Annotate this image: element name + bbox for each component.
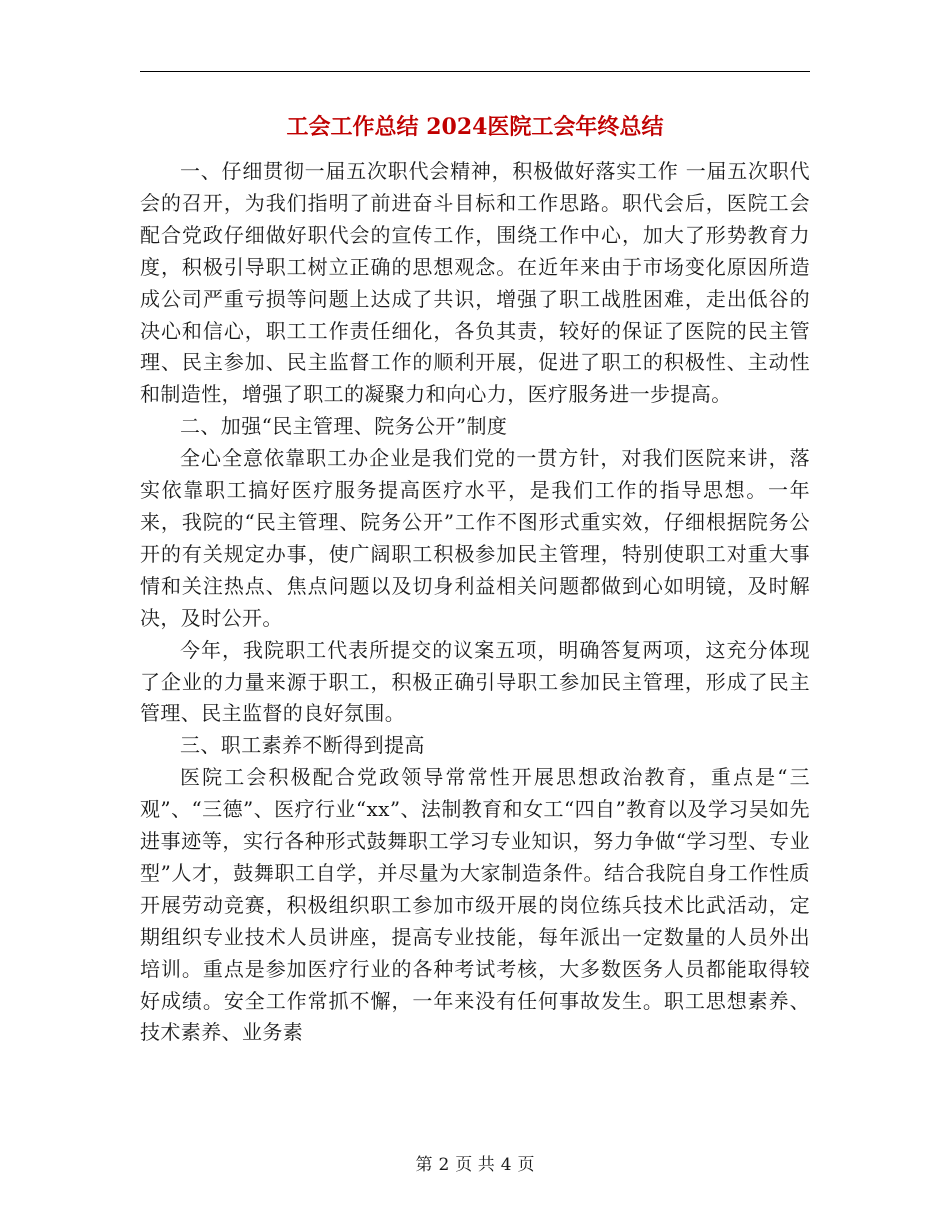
paragraph-1: 一、仔细贯彻一届五次职代会精神，积极做好落实工作 一届五次职代会的召开，为我们指明了前进奋斗目标和工作思路。职代会后，医院工会配合党政仔细做好职代会的宣传工作，围绕工作中心，加大了形势教育力度，积极引导职工树立正确的思想观念。在近年来由于市场变化原因所造成公司严重亏损等问题上达成了共识，增强了职工战胜困难，走出低谷的决心和信心，职工工作责任细化，各负其责，较好的保证了医院的民主管理、民主参加、民主监督工作的顺利开展，促进了职工的积极性、主动性和制造性，增强了职工的凝聚力和向心力，医疗服务进一步提高。 [140, 159, 810, 407]
section-heading-2: 二、加强“民主管理、院务公开”制度 [180, 414, 508, 439]
page-footer [0, 1152, 950, 1178]
section-heading-3: 三、职工素养不断得到提高 [180, 733, 425, 758]
footer-middle: 页 共 [455, 1155, 495, 1175]
page-title: 工会工作总结 2024医院工会年终总结 [286, 114, 664, 140]
footer-total-pages: 4 [500, 1155, 512, 1175]
paragraph-3: 今年，我院职工代表所提交的议案五项，明确答复两项，这充分体现了企业的力量来源于职工，积极正确引导职工参加民主管理，形成了民主管理、民主监督的良好氛围。 [140, 637, 810, 726]
header-rule [140, 71, 810, 72]
paragraph-4: 医院工会积极配合党政领导常常性开展思想政治教育，重点是“三观”、“三德”、医疗行业“xx”、法制教育和女工“四自”教育以及学习吴如先进事迹等，实行各种形式鼓舞职工学习专业知识，努力争做“学习型、专业型”人才，鼓舞职工自学，并尽量为大家制造条件。结合我院自身工作性质开展劳动竞赛，积极组织职工参加市级开展的岗位练兵技术比武活动，定期组织专业技术人员讲座，提高专业技能，每年派出一定数量的人员外出培训。重点是参加医疗行业的各种考试考核，大多数医务人员都能取得较好成绩。安全工作常抓不懈，一年来没有任何事故发生。职工思想素养、技术素养、业务素 [140, 765, 810, 1045]
footer-suffix: 页 [517, 1155, 535, 1175]
paragraph-2: 全心全意依靠职工办企业是我们党的一贯方针，对我们医院来讲，落实依靠职工搞好医疗服务提高医疗水平，是我们工作的指导思想。一年来，我院的“民主管理、院务公开”工作不图形式重实效，仔细根据院务公开的有关规定办事，使广阔职工积极参加民主管理，特别使职工对重大事情和关注热点、焦点问题以及切身利益相关问题都做到心如明镜，及时解决，及时公开。 [140, 446, 810, 630]
document-body [140, 156, 810, 1049]
footer-prefix: 第 [415, 1155, 433, 1175]
footer-current-page: 2 [438, 1155, 450, 1175]
